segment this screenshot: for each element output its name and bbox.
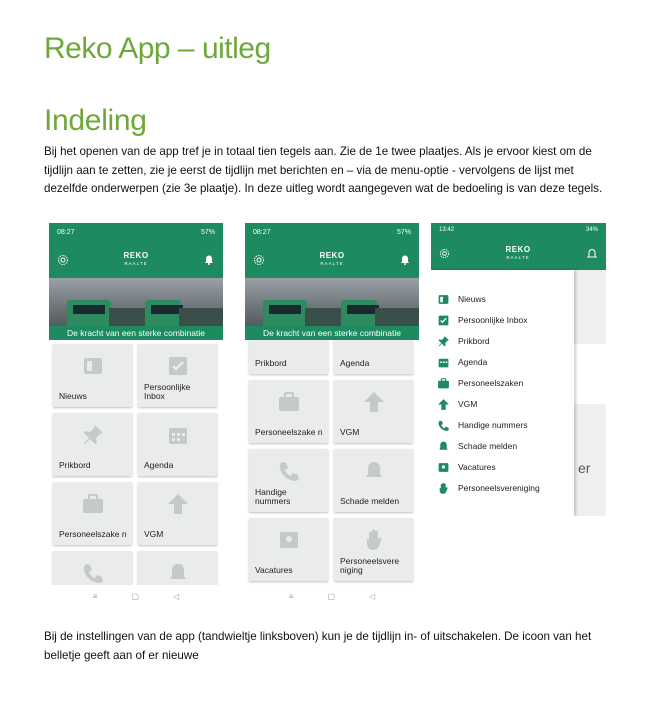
bell-icon: [166, 561, 190, 585]
hero-tagline: De kracht van een sterke combinatie: [245, 326, 419, 340]
briefcase-icon: [277, 390, 301, 414]
house-arrow-icon: [437, 398, 450, 411]
app-bar: [49, 241, 223, 278]
tile-label: Handige nummers: [255, 487, 291, 506]
tile-label: Agenda: [144, 460, 174, 470]
status-battery: 57%: [200, 228, 215, 236]
tile-personeelsvereniging[interactable]: [334, 518, 413, 581]
menu-item-personeelszaken[interactable]: Personeelszaken: [437, 376, 523, 390]
hero-tagline: De kracht van een sterke combinatie: [49, 326, 223, 340]
pin-icon: [81, 423, 105, 447]
tile-grid: [245, 340, 419, 581]
reko-logo: REKO RAALTE: [319, 250, 345, 266]
phone-screenshot-menu: [431, 223, 606, 516]
status-time: 13:42: [439, 227, 455, 233]
bell-icon: [362, 459, 386, 483]
tile-label: Prikbord: [255, 358, 287, 368]
android-nav-bar: [49, 585, 223, 607]
gear-icon[interactable]: [57, 254, 69, 266]
tile-label: VGM: [340, 427, 360, 437]
phone-screenshot-1: [49, 223, 223, 607]
reko-logo: REKO RAALTE: [123, 250, 149, 266]
menu-item-agenda[interactable]: Agenda: [437, 355, 487, 369]
section-heading: Indeling: [44, 104, 147, 137]
id-card-icon: [437, 461, 450, 474]
gear-icon[interactable]: [253, 254, 265, 266]
page-title: Reko App – uitleg: [44, 32, 271, 65]
house-arrow-icon: [166, 492, 190, 516]
tile-prikbord[interactable]: [53, 413, 132, 476]
id-card-icon: [277, 528, 301, 552]
tile-vacatures[interactable]: [249, 518, 328, 581]
menu-item-nieuws[interactable]: Nieuws: [437, 292, 486, 306]
bell-icon: [437, 440, 450, 453]
bell-icon[interactable]: [203, 254, 215, 266]
phone-screenshot-2: [245, 223, 419, 607]
tile-grid: [49, 340, 223, 587]
status-bar: [245, 223, 419, 241]
news-icon: [437, 293, 450, 306]
tile-label: Nieuws: [59, 391, 87, 401]
tile-label: Vacatures: [255, 565, 293, 575]
bell-outline-icon[interactable]: [586, 248, 598, 260]
menu-item-persoonlijke-inbox[interactable]: Persoonlijke Inbox: [437, 313, 527, 327]
calendar-icon: [437, 356, 450, 369]
menu-item-vacatures[interactable]: Vacatures: [437, 460, 496, 474]
menu-item-vgm[interactable]: VGM: [437, 397, 477, 411]
outro-paragraph: Bij de instellingen van de app (tandwieltje linksboven) kun je de tijdlijn in- of uitschakelen. De icoon van het belletje geeft aan of er nieuwe: [44, 630, 592, 662]
phone-icon: [277, 459, 301, 483]
reko-logo: REKO RAALTE: [505, 244, 531, 260]
peek-text: er: [578, 460, 591, 476]
menu-nav-icon[interactable]: ≡: [92, 591, 98, 601]
tile-personeelszaken[interactable]: [53, 482, 132, 545]
house-arrow-icon: [362, 390, 386, 414]
hand-icon: [362, 528, 386, 552]
background-content: [574, 270, 606, 516]
tile-label: Prikbord: [59, 460, 91, 470]
status-time: 08:27: [253, 228, 271, 236]
news-icon: [81, 354, 105, 378]
status-time: 08:27: [57, 228, 75, 236]
menu-nav-icon[interactable]: ≡: [288, 591, 294, 601]
tile-vgm[interactable]: [334, 380, 413, 443]
tile-handige-nummers[interactable]: [53, 551, 132, 587]
bell-icon[interactable]: [399, 254, 411, 266]
phone-icon: [437, 419, 450, 432]
tile-label: Personeelszake n: [59, 529, 127, 539]
hero-banner: [245, 278, 419, 340]
home-nav-icon[interactable]: ▢: [131, 591, 140, 601]
status-bar: [49, 223, 223, 241]
tile-label: Personeelsvere niging: [340, 556, 400, 575]
tile-label: Personeelszake n: [255, 427, 323, 437]
menu-item-personeelsvereniging[interactable]: Personeelsvereniging: [437, 481, 540, 495]
status-battery: 34%: [585, 227, 598, 233]
navigation-drawer: [431, 270, 574, 516]
briefcase-icon: [437, 377, 450, 390]
menu-item-schade-melden[interactable]: Schade melden: [437, 439, 517, 453]
gear-icon[interactable]: [439, 248, 450, 259]
app-bar: [245, 241, 419, 278]
app-bar: [431, 237, 606, 270]
tile-label: VGM: [144, 529, 164, 539]
tile-schade-melden[interactable]: [334, 449, 413, 512]
menu-item-handige-nummers[interactable]: Handige nummers: [437, 418, 527, 432]
tile-agenda[interactable]: [334, 340, 413, 374]
tile-agenda[interactable]: [138, 413, 217, 476]
tile-persoonlijke-inbox[interactable]: [138, 344, 217, 407]
home-nav-icon[interactable]: ▢: [327, 591, 336, 601]
intro-paragraph: Bij het openen van de app tref je in totaal tien tegels aan. Zie de 1e twee plaatjes. Als je ervoor kiest om de tijdlijn aan te zetten, zie je eerst de tijdlijn met berichten en – via de menu-optie - vervolgens de lijst met dezelfde onderwerpen (zie 3e plaatje). In deze uitleg wordt aangegeven wat de bedoeling is van deze tegels.: [44, 145, 603, 195]
android-nav-bar: [245, 585, 419, 607]
menu-item-prikbord[interactable]: Prikbord: [437, 334, 490, 348]
status-battery: 57%: [396, 228, 411, 236]
tile-label: Agenda: [340, 358, 370, 368]
tile-personeelszaken[interactable]: [249, 380, 328, 443]
calendar-icon: [166, 423, 190, 447]
tile-vgm[interactable]: [138, 482, 217, 545]
briefcase-icon: [81, 492, 105, 516]
back-nav-icon[interactable]: ◁: [173, 591, 180, 601]
tile-nieuws[interactable]: [53, 344, 132, 407]
tile-prikbord[interactable]: [249, 340, 328, 374]
hero-banner: [49, 278, 223, 340]
phone-icon: [81, 561, 105, 585]
status-bar: [431, 223, 606, 237]
tile-label: Persoonlijke Inbox: [144, 382, 191, 401]
hand-icon: [437, 482, 450, 495]
tile-handige-nummers[interactable]: [249, 449, 328, 512]
pin-icon: [437, 335, 450, 348]
checkbox-icon: [166, 354, 190, 378]
checkbox-icon: [437, 314, 450, 327]
tile-label: Schade melden: [340, 496, 400, 506]
tile-schade-melden[interactable]: [138, 551, 217, 587]
back-nav-icon[interactable]: ◁: [369, 591, 376, 601]
